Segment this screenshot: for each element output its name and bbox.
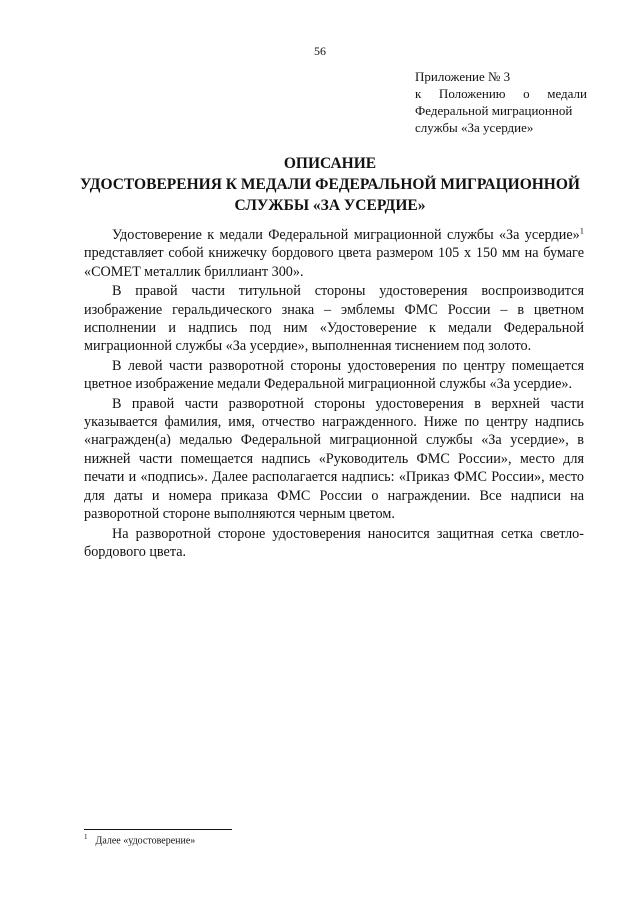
page-number: 56 [314, 44, 326, 58]
paragraph-3: В левой части разворотной стороны удостоверения по центру помещается цветное изображение медали Федеральной миграционной службы «За усердие». [84, 357, 584, 393]
paragraph-1 [84, 226, 584, 281]
paragraph-4: В правой части разворотной стороны удостоверения в верхней части указывается фамилия, имя, отчество награжденного. Ниже по центру надпись «награжден(а) медалью Федеральной миграционной службы «За усердие», в нижней части помещается надпись «Руководитель ФМС России», место для печати и «подпись». Далее располагается надпись: «Приказ ФМС России», место для даты и номера приказа ФМС России о награждении. Все надписи на разворотной стороне выполняются черным цветом. [84, 395, 584, 523]
paragraph-1-text-cont: представляет собой книжечку бордового цвета размером 105 х 150 мм на бумаге «COMET металлик бриллиант 300». [84, 245, 584, 280]
footnote-mark: 1 [84, 833, 88, 841]
footnote-divider [84, 829, 232, 830]
paragraph-1-text: Удостоверение к медали Федеральной миграционной службы «За усердие» [112, 227, 580, 243]
appendix-reference [415, 68, 587, 136]
footnote [84, 833, 195, 846]
paragraph-5: На разворотной стороне удостоверения наносится защитная сетка светло-бордового цвета. [84, 525, 584, 560]
footnote-text: Далее «удостоверение» [95, 835, 196, 847]
footnote-reference: 1 [579, 225, 584, 236]
document-body [84, 226, 584, 562]
title-line: ОПИСАНИЕ [283, 155, 377, 172]
paragraph-2: В правой части титульной стороны удостоверения воспроизводится изображение геральдического знака – эмблемы ФМС России – в цветном исполнении и надпись под ним «Удостоверение к медали Федеральной миграционной службы «За усердие», выполненная тиснением под золото. [84, 283, 584, 355]
appendix-line: к Положению о медали [415, 86, 587, 101]
document-title [60, 153, 600, 216]
title-line: УДОСТОВЕРЕНИЯ К МЕДАЛИ ФЕДЕРАЛЬНОЙ МИГРАЦИОННОЙ [80, 176, 580, 193]
title-line: СЛУЖБЫ «ЗА УСЕРДИЕ» [234, 197, 426, 214]
appendix-line: Федеральной миграционной [415, 103, 573, 118]
appendix-line: Приложение № 3 [415, 69, 511, 84]
appendix-line: службы «За усердие» [415, 120, 534, 135]
